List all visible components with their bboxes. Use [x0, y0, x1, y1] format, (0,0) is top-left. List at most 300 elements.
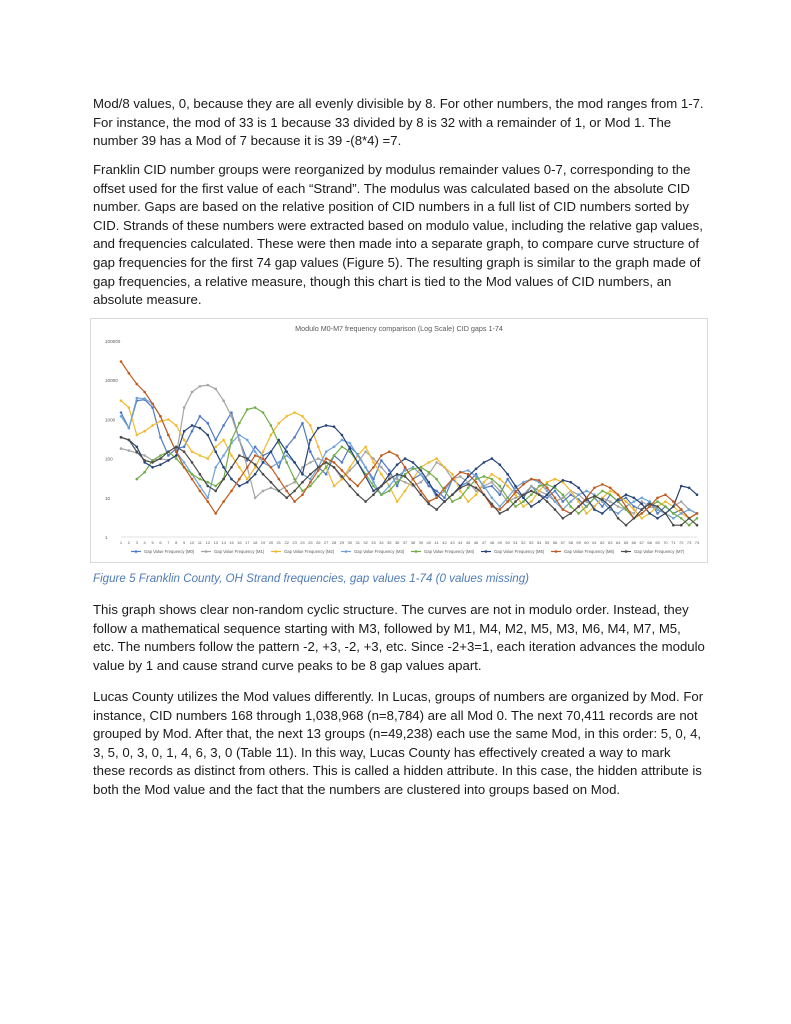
- data-point-m5: [656, 517, 659, 520]
- data-point-m5: [569, 481, 572, 484]
- data-point-m4: [546, 483, 549, 486]
- data-point-m4: [143, 471, 146, 474]
- data-point-m0: [199, 415, 202, 418]
- data-point-m6: [191, 478, 194, 481]
- data-point-m4: [325, 466, 328, 469]
- x-tick-label: 71: [671, 540, 676, 545]
- y-tick-label: 100: [105, 456, 113, 462]
- data-point-m4: [664, 505, 667, 508]
- data-point-m7: [238, 454, 241, 457]
- data-point-m1: [285, 485, 288, 488]
- data-point-m6: [475, 481, 478, 484]
- figure-5-chart: [90, 318, 708, 563]
- data-point-m7: [443, 500, 446, 503]
- data-point-m0: [301, 422, 304, 425]
- data-point-m7: [538, 493, 541, 496]
- data-point-m3: [128, 427, 131, 430]
- data-point-m7: [506, 508, 509, 511]
- data-point-m7: [325, 461, 328, 464]
- x-tick-label: 70: [663, 540, 668, 545]
- data-point-m7: [696, 524, 699, 527]
- x-tick-label: 69: [655, 540, 660, 545]
- data-point-m4: [577, 512, 580, 515]
- data-point-m2: [625, 500, 628, 503]
- x-tick-label: 44: [458, 540, 463, 545]
- data-point-m5: [680, 485, 683, 488]
- x-tick-label: 15: [229, 540, 234, 545]
- x-tick-label: 24: [300, 540, 305, 545]
- data-point-m0: [167, 454, 170, 457]
- data-point-m3: [420, 473, 423, 476]
- x-tick-label: 40: [426, 540, 431, 545]
- x-tick-label: 55: [544, 540, 550, 545]
- data-point-m6: [514, 491, 517, 494]
- data-point-m2: [246, 478, 249, 481]
- data-point-m6: [656, 497, 659, 500]
- data-point-m4: [530, 493, 533, 496]
- legend-marker-m7: [625, 550, 628, 553]
- data-point-m5: [593, 508, 596, 511]
- data-point-m7: [230, 466, 233, 469]
- data-point-m5: [309, 439, 312, 442]
- data-point-m5: [577, 486, 580, 489]
- data-point-m1: [128, 449, 131, 452]
- data-point-m1: [191, 391, 194, 394]
- data-point-m6: [175, 450, 178, 453]
- data-point-m2: [270, 434, 273, 437]
- x-tick-label: 46: [473, 540, 479, 545]
- x-tick-label: 20: [268, 540, 274, 545]
- data-point-m7: [688, 517, 691, 520]
- data-point-m1: [491, 481, 494, 484]
- data-point-m5: [317, 427, 320, 430]
- data-point-m3: [222, 454, 225, 457]
- data-point-m1: [404, 481, 407, 484]
- data-point-m3: [341, 439, 344, 442]
- data-point-m0: [222, 424, 225, 427]
- data-point-m6: [278, 478, 281, 481]
- data-point-m3: [325, 450, 328, 453]
- legend-marker-m4: [415, 550, 418, 553]
- data-point-m7: [514, 500, 517, 503]
- data-point-m5: [522, 497, 525, 500]
- data-point-m6: [609, 486, 612, 489]
- x-tick-label: 36: [394, 540, 400, 545]
- data-point-m5: [483, 461, 486, 464]
- x-tick-label: 5: [151, 540, 154, 545]
- data-point-m3: [388, 485, 391, 488]
- data-point-m6: [404, 466, 407, 469]
- data-point-m7: [270, 481, 273, 484]
- x-tick-label: 73: [686, 540, 692, 545]
- data-point-m7: [467, 483, 470, 486]
- data-point-m4: [412, 467, 415, 470]
- data-point-m4: [159, 454, 162, 457]
- data-point-m1: [633, 512, 636, 515]
- data-point-m6: [143, 391, 146, 394]
- data-point-m0: [341, 461, 344, 464]
- data-point-m2: [230, 454, 233, 457]
- data-point-m7: [601, 498, 604, 501]
- data-point-m6: [546, 486, 549, 489]
- data-point-m2: [577, 500, 580, 503]
- data-point-m2: [664, 500, 667, 503]
- data-point-m2: [609, 490, 612, 493]
- x-tick-label: 2: [127, 540, 131, 545]
- legend-marker-m1: [205, 550, 208, 553]
- data-point-m2: [238, 466, 241, 469]
- data-point-m7: [388, 478, 391, 481]
- data-point-m2: [151, 424, 154, 427]
- data-point-m6: [396, 454, 399, 457]
- data-point-m3: [483, 485, 486, 488]
- data-point-m2: [167, 418, 170, 421]
- data-point-m1: [680, 500, 683, 503]
- legend-marker-m6: [555, 550, 558, 553]
- data-point-m6: [443, 486, 446, 489]
- data-point-m4: [214, 485, 217, 488]
- data-point-m5: [475, 467, 478, 470]
- data-point-m1: [230, 415, 233, 418]
- data-point-m0: [309, 450, 312, 453]
- data-point-m7: [191, 461, 194, 464]
- data-point-m5: [546, 493, 549, 496]
- x-tick-label: 59: [576, 540, 581, 545]
- x-tick-label: 39: [418, 540, 424, 545]
- data-point-m6: [128, 372, 131, 375]
- data-point-m0: [120, 411, 123, 414]
- data-point-m5: [238, 485, 241, 488]
- data-point-m3: [349, 442, 352, 445]
- data-point-m4: [372, 485, 375, 488]
- data-point-m3: [617, 512, 620, 515]
- data-point-m5: [270, 450, 273, 453]
- chart-title: Modulo M0-M7 frequency comparison (Log Scale) CID gaps 1-74: [295, 324, 503, 333]
- x-tick-label: 21: [276, 540, 282, 545]
- x-tick-label: 27: [323, 540, 329, 545]
- data-point-m0: [151, 406, 154, 409]
- data-point-m6: [467, 473, 470, 476]
- data-point-m6: [664, 493, 667, 496]
- data-point-m7: [475, 486, 478, 489]
- data-point-m5: [672, 505, 675, 508]
- x-tick-label: 3: [135, 540, 138, 545]
- data-point-m0: [554, 490, 557, 493]
- x-tick-label: 48: [489, 540, 495, 545]
- x-tick-label: 52: [521, 540, 526, 545]
- x-tick-label: 9: [183, 540, 186, 545]
- data-point-m2: [317, 446, 320, 449]
- data-point-m2: [135, 434, 138, 437]
- data-point-m4: [435, 478, 438, 481]
- data-point-m3: [648, 500, 651, 503]
- data-point-m7: [617, 517, 620, 520]
- data-point-m5: [293, 461, 296, 464]
- x-tick-label: 63: [607, 540, 613, 545]
- paragraph-franklin-strands: Franklin CID number groups were reorganized by modulus remainder values 0-7, corresponding to the offset used for the first value of each “Strand”. The modulus was calculated based on the absolute CID number. Gaps are based on the relative position of CID numbers in a full list of CID numbers sorted by CID. Strands of these numbers were extracted based on modulo value, including the relative gap values, and frequencies calculated. These were then made into a separate graph, to compare curve structure of gap frequencies for the first 74 gap values (Figure 5). The resulting graph is similar to the graph made of gap frequencies, a relative measure, though this chart is tied to the Mod values of CID numbers, an absolute measure.: [93, 162, 703, 308]
- data-point-m5: [372, 490, 375, 493]
- data-point-m0: [498, 493, 501, 496]
- x-tick-label: 26: [316, 540, 321, 545]
- data-point-m0: [293, 436, 296, 439]
- data-point-m5: [388, 473, 391, 476]
- x-tick-label: 22: [284, 540, 289, 545]
- data-point-m1: [270, 486, 273, 489]
- data-point-m0: [183, 446, 186, 449]
- data-point-m5: [412, 461, 415, 464]
- x-tick-label: 43: [450, 540, 455, 545]
- data-point-m5: [325, 424, 328, 427]
- data-point-m2: [475, 493, 478, 496]
- data-point-m6: [333, 461, 336, 464]
- data-point-m6: [270, 466, 273, 469]
- data-point-m7: [577, 505, 580, 508]
- data-point-m5: [530, 505, 533, 508]
- data-point-m7: [459, 486, 462, 489]
- data-point-m6: [435, 497, 438, 500]
- data-point-m7: [278, 490, 281, 493]
- data-point-m4: [427, 471, 430, 474]
- data-point-m2: [333, 485, 336, 488]
- y-tick-label: 1000: [105, 417, 116, 423]
- x-tick-label: 47: [481, 540, 487, 545]
- data-point-m5: [514, 485, 517, 488]
- data-point-m4: [656, 500, 659, 503]
- data-point-m2: [293, 411, 296, 414]
- x-tick-label: 16: [237, 540, 242, 545]
- data-point-m7: [341, 475, 344, 478]
- data-point-m1: [498, 490, 501, 493]
- data-point-m0: [656, 512, 659, 515]
- legend-label-m6: Gap Value Frequency (M6): [564, 549, 615, 554]
- data-point-m4: [498, 485, 501, 488]
- data-point-m1: [475, 490, 478, 493]
- data-point-m6: [199, 490, 202, 493]
- data-point-m5: [285, 450, 288, 453]
- data-point-m1: [238, 439, 241, 442]
- x-tick-label: 51: [513, 540, 518, 545]
- data-point-m1: [214, 388, 217, 391]
- data-point-m4: [506, 497, 509, 500]
- x-tick-label: 50: [505, 540, 510, 545]
- legend-label-m1: Gap Value Frequency (M1): [214, 549, 265, 554]
- data-point-m2: [451, 473, 454, 476]
- data-point-m6: [538, 479, 541, 482]
- data-point-m5: [506, 473, 509, 476]
- data-point-m3: [238, 434, 241, 437]
- data-point-m1: [459, 475, 462, 478]
- data-point-m3: [585, 490, 588, 493]
- data-point-m7: [640, 508, 643, 511]
- data-point-m7: [120, 436, 123, 439]
- data-point-m4: [538, 485, 541, 488]
- data-point-m5: [341, 434, 344, 437]
- x-tick-label: 42: [442, 540, 447, 545]
- x-tick-label: 1: [119, 540, 123, 545]
- data-point-m7: [412, 483, 415, 486]
- data-point-m5: [206, 434, 209, 437]
- data-point-m0: [285, 446, 288, 449]
- data-point-m6: [309, 481, 312, 484]
- x-tick-label: 57: [560, 540, 566, 545]
- data-point-m5: [278, 439, 281, 442]
- data-point-m4: [293, 478, 296, 481]
- data-point-m7: [262, 473, 265, 476]
- data-point-m4: [467, 486, 470, 489]
- data-point-m0: [254, 446, 257, 449]
- data-point-m7: [585, 498, 588, 501]
- data-point-m0: [546, 497, 549, 500]
- data-point-m7: [593, 495, 596, 498]
- x-tick-label: 49: [497, 540, 502, 545]
- data-point-m1: [617, 505, 620, 508]
- data-point-m6: [420, 490, 423, 493]
- data-point-m5: [222, 466, 225, 469]
- data-point-m6: [372, 466, 375, 469]
- data-point-m7: [333, 466, 336, 469]
- data-point-m4: [420, 466, 423, 469]
- data-point-m6: [648, 505, 651, 508]
- data-point-m7: [569, 512, 572, 515]
- x-tick-label: 38: [410, 540, 416, 545]
- data-point-m7: [498, 512, 501, 515]
- data-point-m7: [167, 450, 170, 453]
- data-point-m6: [380, 454, 383, 457]
- data-point-m3: [143, 397, 146, 400]
- data-point-m3: [546, 490, 549, 493]
- data-point-m4: [230, 439, 233, 442]
- data-point-m6: [601, 483, 604, 486]
- data-point-m6: [680, 508, 683, 511]
- data-point-m1: [435, 461, 438, 464]
- data-point-m0: [562, 500, 565, 503]
- data-point-m6: [301, 493, 304, 496]
- data-point-m3: [475, 475, 478, 478]
- data-point-m3: [633, 500, 636, 503]
- data-point-m4: [246, 408, 249, 411]
- data-point-m0: [214, 439, 217, 442]
- x-tick-label: 58: [568, 540, 573, 545]
- data-point-m4: [672, 512, 675, 515]
- data-point-m2: [491, 473, 494, 476]
- legend-marker-m2: [275, 550, 278, 553]
- data-point-m6: [293, 500, 296, 503]
- data-point-m7: [680, 524, 683, 527]
- x-tick-label: 68: [647, 540, 652, 545]
- data-point-m2: [364, 446, 367, 449]
- figure-caption: Figure 5 Franklin County, OH Strand frequencies, gap values 1-74 (0 values missing): [93, 572, 530, 585]
- data-point-m3: [640, 497, 643, 500]
- data-point-m5: [349, 447, 352, 450]
- data-point-m2: [538, 490, 541, 493]
- data-point-m3: [135, 397, 138, 400]
- data-point-m5: [648, 512, 651, 515]
- data-point-m6: [696, 512, 699, 515]
- data-point-m5: [562, 479, 565, 482]
- y-tick-label: 10000: [105, 378, 118, 384]
- data-point-m7: [309, 473, 312, 476]
- x-tick-label: 12: [205, 540, 211, 545]
- data-point-m7: [143, 459, 146, 462]
- data-point-m5: [167, 459, 170, 462]
- data-point-m1: [199, 385, 202, 388]
- data-point-m6: [238, 478, 241, 481]
- data-point-m6: [349, 478, 352, 481]
- x-tick-label: 34: [379, 540, 384, 545]
- data-point-m7: [222, 478, 225, 481]
- legend-label-m5: Gap Value Frequency (M5): [494, 549, 545, 554]
- data-point-m3: [467, 469, 470, 472]
- x-tick-label: 37: [402, 540, 408, 545]
- data-point-m0: [396, 485, 399, 488]
- data-point-m6: [506, 500, 509, 503]
- legend-marker-m3: [345, 550, 348, 553]
- data-point-m7: [396, 473, 399, 476]
- data-point-m0: [325, 473, 328, 476]
- data-point-m2: [443, 466, 446, 469]
- data-point-m2: [285, 415, 288, 418]
- data-point-m2: [380, 473, 383, 476]
- data-point-m5: [230, 478, 233, 481]
- data-point-m7: [349, 485, 352, 488]
- data-point-m6: [317, 469, 320, 472]
- data-point-m4: [238, 422, 241, 425]
- legend-label-m2: Gap Value Frequency (M2): [284, 549, 335, 554]
- x-tick-label: 23: [292, 540, 297, 545]
- data-point-m2: [143, 430, 146, 433]
- data-point-m3: [569, 500, 572, 503]
- legend-label-m0: Gap Value Frequency (M0): [144, 549, 195, 554]
- x-tick-label: 19: [260, 540, 266, 545]
- data-point-m2: [404, 490, 407, 493]
- x-tick-label: 54: [536, 540, 542, 545]
- x-tick-label: 4: [143, 540, 146, 545]
- data-point-m6: [135, 383, 138, 386]
- data-point-m7: [609, 505, 612, 508]
- data-point-m1: [262, 490, 265, 493]
- x-tick-label: 67: [639, 540, 644, 545]
- data-point-m6: [325, 457, 328, 460]
- data-point-m7: [451, 493, 454, 496]
- data-point-m6: [617, 493, 620, 496]
- legend-label-m4: Gap Value Frequency (M4): [424, 549, 475, 554]
- data-point-m5: [396, 463, 399, 466]
- data-point-m6: [206, 500, 209, 503]
- data-point-m1: [309, 461, 312, 464]
- x-tick-label: 7: [167, 540, 170, 545]
- data-point-m2: [435, 457, 438, 460]
- data-point-m4: [380, 493, 383, 496]
- data-point-m2: [372, 461, 375, 464]
- x-tick-label: 53: [529, 540, 534, 545]
- data-point-m6: [672, 500, 675, 503]
- data-point-m2: [214, 446, 217, 449]
- data-point-m4: [333, 454, 336, 457]
- data-point-m6: [522, 483, 525, 486]
- data-point-m7: [246, 457, 249, 460]
- legend-marker-m0: [135, 550, 138, 553]
- data-point-m4: [514, 505, 517, 508]
- data-point-m7: [420, 493, 423, 496]
- data-point-m2: [128, 406, 131, 409]
- x-tick-label: 14: [221, 540, 226, 545]
- data-point-m5: [404, 457, 407, 460]
- data-point-m7: [293, 490, 296, 493]
- data-point-m7: [199, 473, 202, 476]
- x-tick-label: 35: [387, 540, 392, 545]
- x-tick-label: 61: [592, 540, 597, 545]
- data-point-m5: [625, 493, 628, 496]
